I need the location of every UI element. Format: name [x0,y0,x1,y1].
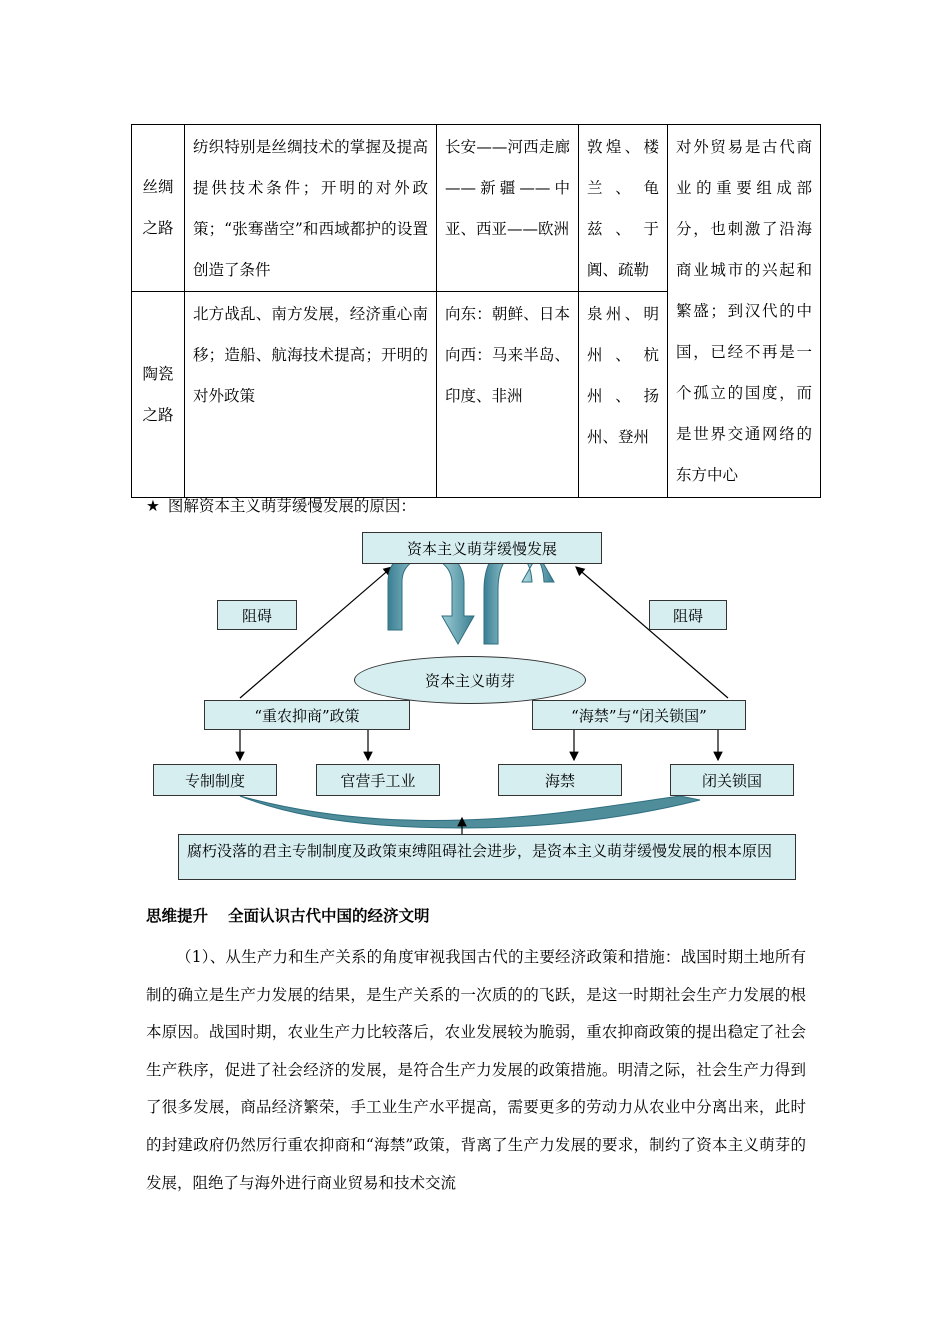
leaf-box: 官营手工业 [316,764,440,796]
center-ellipse: 资本主义萌芽 [354,656,586,704]
body-paragraph: （1）、从生产力和生产关系的角度审视我国古代的主要经济政策和措施：战国时期土地所有制的确立是生产力发展的结果，是生产关系的一次质的的飞跃，是这一时期社会生产力发展的根本原因。战国时期，农业生产力比较落后，农业发展较为脆弱，重农抑商政策的提出稳定了社会生产秩序，促进了社会经济的发展，是符合生产力发展的政策措施。明清之际，社会生产力得到了很多发展，商品经济繁荣，手工业生产水平提高，需要更多的劳动力从农业中分离出来，此时的封建政府仍然厉行重农抑商和“海禁”政策，背离了生产力发展的要求，制约了资本主义萌芽的发展，阻绝了与海外进行商业贸易和技术交流 [146,948,806,1192]
swoosh-shape [240,796,700,828]
route-significance: 对外贸易是古代商业的重要组成部分，也刺激了沿海商业城市的兴起和繁盛；到汉代的中国，已经不再是一个孤立的国度，而是世界交通网络的东方中心 [668,125,821,498]
diagram-caption [146,494,416,516]
conclusion-box: 腐朽没落的君主专制制度及政策束缚阻碍社会进步，是资本主义萌芽缓慢发展的根本原因 [178,834,796,880]
route-path: 长安——河西走廊——新疆——中亚、西亚——欧洲 [437,125,579,292]
section-title [146,904,450,926]
caption-text: 图解资本主义萌芽缓慢发展的原因： [167,497,416,515]
top-box: 资本主义萌芽缓慢发展 [362,532,602,564]
leaf-box: 海禁 [498,764,622,796]
route-path: 向东：朝鲜、日本向西：马来半岛、印度、非洲 [437,292,579,498]
trade-routes-table [131,124,821,498]
route-name: 陶瓷之路 [132,292,185,498]
hinder-label-left: 阻碍 [217,600,297,630]
hinder-label-right: 阻碍 [649,600,727,630]
section-label: 思维提升 [146,907,209,925]
route-conditions: 北方战乱、南方发展，经济重心南移；造船、航海技术提高；开明的对外政策 [185,292,437,498]
table-row [132,125,821,292]
leaf-box: 专制制度 [153,764,277,796]
policy-box-right: “海禁”与“闭关锁国” [532,700,746,730]
leaf-box: 闭关锁国 [670,764,794,796]
star-icon: ★ [146,497,160,515]
section-heading: 全面认识古代中国的经济文明 [228,907,430,925]
route-name: 丝绸之路 [132,125,185,292]
route-cities: 敦煌、楼兰、龟兹、于阗、疏勒 [579,125,668,292]
hinder-arrow-right [576,567,728,698]
policy-box-left: “重农抑商”政策 [204,700,410,730]
route-cities: 泉州、明州、杭州、扬州、登州 [579,292,668,498]
route-conditions: 纺织特别是丝绸技术的掌握及提高提供技术条件；开明的对外政策；“张骞凿空”和西域都护的设置创造了条件 [185,125,437,292]
